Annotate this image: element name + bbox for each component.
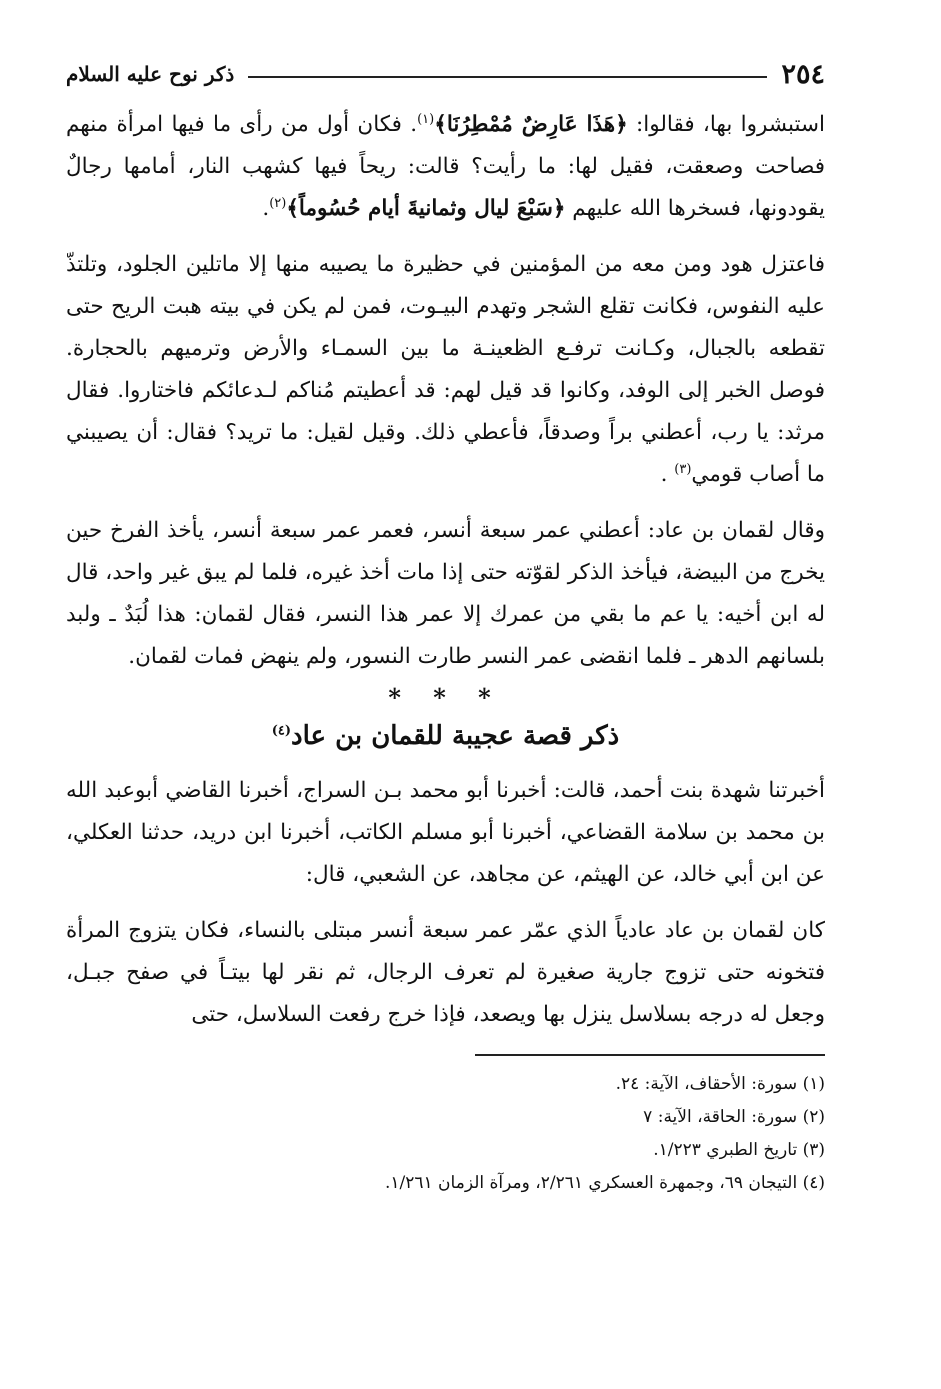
paragraph-1 xyxy=(66,104,825,230)
section-separator: * * * xyxy=(388,683,503,712)
paragraph-2 xyxy=(66,244,825,496)
quran-quote: ﴿هَذَا عَارِضٌ مُمْطِرُنَا﴾ xyxy=(434,112,628,137)
paragraph-3: وقال لقمان بن عاد: أعطني عمر سبعة أنسر، فعمر عمر سبعة أنسر، يأخذ الفرخ حين يخرج من البيضة، فيأخذ الذكر لقوّته حتى إذا مات أخذ غيره، فلما لم يبق غير واحد، قال له ابن أخيه: يا عم ما بقي من عمرك إلا عمر هذا النسر، فقال لقمان: هذا لُبَدٌ ـ ولبد بلسانهم الدهر ـ فلما انقضى عمر النسر طارت النسور، ولم ينهض فمات لقمان. xyxy=(66,518,825,669)
footnote-ref: (١) xyxy=(417,111,435,127)
page-number: ٢٥٤ xyxy=(781,58,825,90)
chapter-title: ذكر نوح عليه السلام xyxy=(66,62,235,86)
footnote: (٤) التيجان ٦٩، وجمهرة العسكري ٢/٢٦١، ومرآة الزمان ١/٢٦١. xyxy=(384,1173,825,1193)
footnote-ref: (٢) xyxy=(269,195,287,211)
text-run: استبشروا بها، فقالوا: xyxy=(627,112,826,137)
header-rule xyxy=(248,76,767,78)
text-run: . xyxy=(660,462,675,487)
footnote-ref: (٣) xyxy=(674,461,692,477)
footnotes xyxy=(66,1068,825,1200)
footnote-rule xyxy=(475,1054,825,1056)
footnote-ref: (٤) xyxy=(271,723,292,739)
main-text xyxy=(66,104,825,678)
footnote: (١) سورة: الأحقاف، الآية: ٢٤. xyxy=(615,1074,825,1094)
section-heading xyxy=(66,716,825,756)
heading-text: ذكر قصة عجيبة للقمان بن عاد xyxy=(291,721,620,751)
quran-quote: ﴿سَبْعَ ليال وثمانيةَ أيام حُسُوماً﴾ xyxy=(286,196,566,221)
footnote: (٢) سورة: الحاقة، الآية: ٧ xyxy=(643,1107,825,1127)
text-run: . xyxy=(262,196,270,221)
story-paragraph: كان لقمان بن عاد عادياً الذي عمّر عمر سبعة أنسر مبتلى بالنساء، فكان يتزوج المرأة فتخونه حتى تزوج جارية صغيرة لم تعرف الرجال، ثم نقر لها بيتـاً في صفح جبـل، وجعل له درجه بسلاسل ينزل بها ويصعد، فإذا خرج رفعت السلاسل، حتى xyxy=(66,918,825,1027)
isnad-paragraph: أخبرتنا شهدة بنت أحمد، قالت: أخبرنا أبو محمد بـن السراج، أخبرنا القاضي أبوعبد الله بن محمد بن سلامة القضاعي، أخبرنا أبو مسلم الكاتب، أخبرنا ابن دريد، حدثنا العكلي، عن ابن أبي خالد، عن الهيثم، عن مجاهد، عن الشعبي، قال: xyxy=(66,778,825,887)
footnote: (٣) تاريخ الطبري ١/٢٢٣. xyxy=(653,1140,825,1160)
text-run: فاعتزل هود ومن معه من المؤمنين في حظيرة ما يصيبه منها إلا ماتلين الجلود، وتلتذّ عليه النفوس، فكانت تقلع الشجر وتهدم البيـوت، فمن لم يكن في بيته هبت الريح حتى تقطعه بالجبال، وكـانت ترفـع الظعينـة ما بين السمـاء والأرض وترميهم بالحجارة. فوصل الخبر إلى الوفد، وكانوا قد قيل لهم: قد أعطيتم مُناكم لـدعائكم فاختاروا. فقال مرثد: يا رب، أعطني براً وصدقاً، فأعطي ذلك. وقيل لقيل: ما تريد؟ فقال: أن يصيبني ما أصاب قومي xyxy=(66,252,825,487)
section-text xyxy=(66,770,825,1036)
text-run: . فكان أول من رأى ما فيها امرأة منهم فصاحت وصعقت، فقيل لها: ما رأيت؟ قالت: ريحاً فيها كشهب النار، أمامها رجالٌ يقودونها، فسخرها الله عليهم xyxy=(66,112,825,221)
running-head xyxy=(66,56,825,92)
